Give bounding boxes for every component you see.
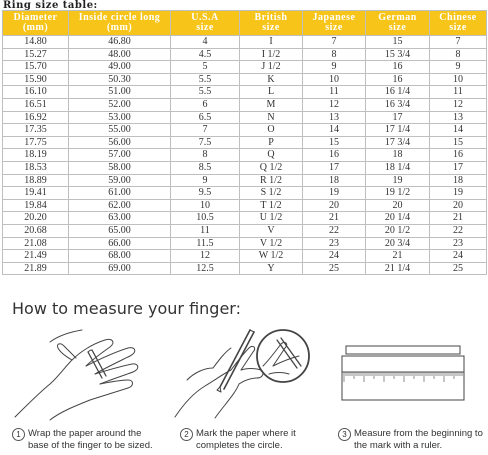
table-row bbox=[3, 136, 487, 149]
table-cell: 21.08 bbox=[3, 237, 69, 250]
step-2-number: 2 bbox=[180, 428, 193, 441]
table-cell: 52.00 bbox=[69, 98, 171, 111]
table-cell: 18.89 bbox=[3, 174, 69, 187]
table-row bbox=[3, 237, 487, 250]
table-cell: 11 bbox=[171, 224, 240, 237]
table-cell: 21 1/4 bbox=[366, 262, 430, 275]
table-cell: 19 1/2 bbox=[366, 187, 430, 200]
table-body bbox=[3, 36, 487, 275]
table-cell: 10 bbox=[430, 73, 487, 86]
table-cell: 19 bbox=[430, 187, 487, 200]
table-cell: 14 bbox=[430, 124, 487, 137]
table-cell: 48.00 bbox=[69, 48, 171, 61]
table-row bbox=[3, 149, 487, 162]
table-row bbox=[3, 111, 487, 124]
table-cell: 25 bbox=[430, 262, 487, 275]
table-cell: W 1/2 bbox=[240, 250, 303, 263]
table-row bbox=[3, 86, 487, 99]
table-cell: 46.80 bbox=[69, 36, 171, 49]
table-cell: 12.5 bbox=[171, 262, 240, 275]
mark-paper-illustration bbox=[165, 322, 315, 422]
step-3-number: 3 bbox=[338, 428, 351, 441]
table-row bbox=[3, 98, 487, 111]
table-cell: 21 bbox=[430, 212, 487, 225]
table-cell: 10 bbox=[303, 73, 366, 86]
table-cell: 11 bbox=[303, 86, 366, 99]
table-row bbox=[3, 199, 487, 212]
table-cell: 18 1/4 bbox=[366, 161, 430, 174]
table-cell: 56.00 bbox=[69, 136, 171, 149]
table-cell: 17 3/4 bbox=[366, 136, 430, 149]
table-cell: 18.53 bbox=[3, 161, 69, 174]
table-cell: 18 bbox=[303, 174, 366, 187]
table-cell: P bbox=[240, 136, 303, 149]
table-cell: 5 bbox=[171, 61, 240, 74]
table-cell: 9 bbox=[430, 61, 487, 74]
table-cell: 23 bbox=[430, 237, 487, 250]
table-cell: U 1/2 bbox=[240, 212, 303, 225]
table-cell: 16 bbox=[366, 73, 430, 86]
table-cell: 6.5 bbox=[171, 111, 240, 124]
table-cell: 24 bbox=[303, 250, 366, 263]
header-usa: U.S.A size bbox=[171, 11, 240, 36]
table-cell: 4.5 bbox=[171, 48, 240, 61]
ruler-illustration bbox=[338, 322, 478, 422]
table-cell: 20 1/4 bbox=[366, 212, 430, 225]
table-row bbox=[3, 36, 487, 49]
table-cell: 7.5 bbox=[171, 136, 240, 149]
table-cell: 53.00 bbox=[69, 111, 171, 124]
table-cell: 7 bbox=[430, 36, 487, 49]
table-row bbox=[3, 124, 487, 137]
table-cell: 66.00 bbox=[69, 237, 171, 250]
step-1-number: 1 bbox=[12, 428, 25, 441]
ring-size-table bbox=[2, 10, 487, 275]
table-cell: 61.00 bbox=[69, 187, 171, 200]
table-cell: V 1/2 bbox=[240, 237, 303, 250]
table-cell: 63.00 bbox=[69, 212, 171, 225]
header-british: British size bbox=[240, 11, 303, 36]
header-japanese: Japanese size bbox=[303, 11, 366, 36]
table-cell: 21 bbox=[303, 212, 366, 225]
table-cell: 8 bbox=[430, 48, 487, 61]
table-cell: 9.5 bbox=[171, 187, 240, 200]
table-cell: 62.00 bbox=[69, 199, 171, 212]
table-cell: 15.27 bbox=[3, 48, 69, 61]
table-cell: 16 bbox=[303, 149, 366, 162]
table-cell: 18.19 bbox=[3, 149, 69, 162]
table-cell: 6 bbox=[171, 98, 240, 111]
step-2-text: Mark the paper where it completes the circle. bbox=[196, 428, 296, 451]
step-3-text: Measure from the beginning to the mark with a ruler. bbox=[354, 428, 483, 451]
header-chinese: Chinese size bbox=[430, 11, 487, 36]
header-diameter: Diameter (mm) bbox=[3, 11, 69, 36]
table-cell: 19 bbox=[303, 187, 366, 200]
table-cell: 51.00 bbox=[69, 86, 171, 99]
table-cell: 15 bbox=[366, 36, 430, 49]
table-cell: T 1/2 bbox=[240, 199, 303, 212]
table-cell: 12 bbox=[171, 250, 240, 263]
table-cell: 15 bbox=[303, 136, 366, 149]
table-cell: 23 bbox=[303, 237, 366, 250]
table-cell: 14.80 bbox=[3, 36, 69, 49]
table-cell: 14 bbox=[303, 124, 366, 137]
header-inside-circle: Inside circle long (mm) bbox=[69, 11, 171, 36]
table-cell: 65.00 bbox=[69, 224, 171, 237]
table-cell: 13 bbox=[303, 111, 366, 124]
table-cell: 18 bbox=[366, 149, 430, 162]
table-cell: 5.5 bbox=[171, 73, 240, 86]
table-cell: 10.5 bbox=[171, 212, 240, 225]
table-cell: 19 bbox=[366, 174, 430, 187]
table-row bbox=[3, 73, 487, 86]
table-row bbox=[3, 187, 487, 200]
table-cell: 20 bbox=[366, 199, 430, 212]
table-cell: 11.5 bbox=[171, 237, 240, 250]
table-cell: 12 bbox=[430, 98, 487, 111]
table-cell: 16 bbox=[366, 61, 430, 74]
table-cell: R 1/2 bbox=[240, 174, 303, 187]
table-cell: 21.89 bbox=[3, 262, 69, 275]
step-1-text: Wrap the paper around the base of the finger to be sized. bbox=[28, 428, 153, 451]
table-cell: 17.75 bbox=[3, 136, 69, 149]
table-cell: S 1/2 bbox=[240, 187, 303, 200]
table-cell: 8 bbox=[171, 149, 240, 162]
table-cell: 58.00 bbox=[69, 161, 171, 174]
table-cell: 7 bbox=[303, 36, 366, 49]
table-cell: 12 bbox=[303, 98, 366, 111]
table-cell: 15.90 bbox=[3, 73, 69, 86]
table-cell: 16.51 bbox=[3, 98, 69, 111]
table-cell: 57.00 bbox=[69, 149, 171, 162]
table-cell: 20.68 bbox=[3, 224, 69, 237]
table-row bbox=[3, 262, 487, 275]
table-cell: Y bbox=[240, 262, 303, 275]
table-cell: 17 1/4 bbox=[366, 124, 430, 137]
table-row bbox=[3, 48, 487, 61]
table-cell: K bbox=[240, 73, 303, 86]
table-cell: 21.49 bbox=[3, 250, 69, 263]
table-cell: 16 1/4 bbox=[366, 86, 430, 99]
table-cell: 9 bbox=[303, 61, 366, 74]
table-cell: M bbox=[240, 98, 303, 111]
table-cell: 16.92 bbox=[3, 111, 69, 124]
table-cell: 20 1/2 bbox=[366, 224, 430, 237]
how-to-heading: How to measure your finger: bbox=[12, 299, 241, 318]
table-cell: 69.00 bbox=[69, 262, 171, 275]
table-cell: 13 bbox=[430, 111, 487, 124]
table-row bbox=[3, 224, 487, 237]
table-cell: 21 bbox=[366, 250, 430, 263]
table-cell: 20 bbox=[430, 199, 487, 212]
table-cell: 25 bbox=[303, 262, 366, 275]
table-cell: 10 bbox=[171, 199, 240, 212]
table-cell: L bbox=[240, 86, 303, 99]
table-cell: Q 1/2 bbox=[240, 161, 303, 174]
header-german: German size bbox=[366, 11, 430, 36]
table-cell: 16 bbox=[430, 149, 487, 162]
table-cell: 55.00 bbox=[69, 124, 171, 137]
table-cell: 17 bbox=[430, 161, 487, 174]
table-cell: 9 bbox=[171, 174, 240, 187]
table-cell: O bbox=[240, 124, 303, 137]
table-cell: Q bbox=[240, 149, 303, 162]
table-cell: 8 bbox=[303, 48, 366, 61]
table-cell: 5.5 bbox=[171, 86, 240, 99]
table-cell: I 1/2 bbox=[240, 48, 303, 61]
table-cell: 15 bbox=[430, 136, 487, 149]
table-row bbox=[3, 161, 487, 174]
table-cell: 15.70 bbox=[3, 61, 69, 74]
table-cell: 19.41 bbox=[3, 187, 69, 200]
table-row bbox=[3, 174, 487, 187]
table-cell: J 1/2 bbox=[240, 61, 303, 74]
table-cell: 50.30 bbox=[69, 73, 171, 86]
table-cell: 20.20 bbox=[3, 212, 69, 225]
table-row bbox=[3, 212, 487, 225]
table-cell: 4 bbox=[171, 36, 240, 49]
table-cell: 22 bbox=[303, 224, 366, 237]
table-cell: 20 bbox=[303, 199, 366, 212]
table-row bbox=[3, 250, 487, 263]
table-cell: 20 3/4 bbox=[366, 237, 430, 250]
table-row bbox=[3, 61, 487, 74]
table-cell: 16.10 bbox=[3, 86, 69, 99]
table-title: Ring size table: bbox=[3, 0, 98, 11]
table-cell: 17 bbox=[366, 111, 430, 124]
table-cell: 24 bbox=[430, 250, 487, 263]
table-cell: 16 3/4 bbox=[366, 98, 430, 111]
table-cell: V bbox=[240, 224, 303, 237]
table-cell: 15 3/4 bbox=[366, 48, 430, 61]
table-cell: 49.00 bbox=[69, 61, 171, 74]
table-cell: 68.00 bbox=[69, 250, 171, 263]
table-cell: 59.00 bbox=[69, 174, 171, 187]
table-cell: 11 bbox=[430, 86, 487, 99]
table-cell: 8.5 bbox=[171, 161, 240, 174]
table-cell: 17 bbox=[303, 161, 366, 174]
table-cell: 19.84 bbox=[3, 199, 69, 212]
table-header-row bbox=[3, 11, 487, 36]
table-cell: 22 bbox=[430, 224, 487, 237]
table-cell: N bbox=[240, 111, 303, 124]
table-cell: 7 bbox=[171, 124, 240, 137]
table-cell: 18 bbox=[430, 174, 487, 187]
table-cell: 17.35 bbox=[3, 124, 69, 137]
hand-wrap-illustration bbox=[10, 322, 150, 422]
table-cell: I bbox=[240, 36, 303, 49]
